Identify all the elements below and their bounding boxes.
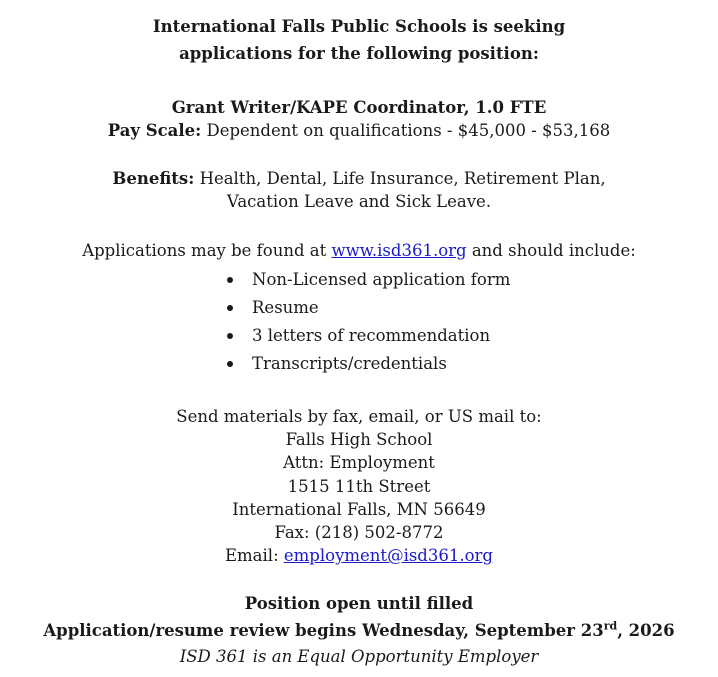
email-label: Email: — [224, 546, 279, 565]
requirements-list — [224, 268, 510, 380]
review-date-year: , 2026 — [617, 621, 675, 640]
list-item-label: Non-Licensed application form — [252, 270, 511, 289]
benefits-label: Benefits: — [112, 169, 195, 188]
contact-city: International Falls, MN 56649 — [232, 500, 486, 519]
eoe-statement: ISD 361 is an Equal Opportunity Employer — [179, 647, 539, 666]
position-title: Grant Writer/KAPE Coordinator, 1.0 FTE — [171, 98, 547, 117]
list-item-label: 3 letters of recommendation — [252, 326, 491, 345]
pay-scale-label: Pay Scale: — [107, 121, 202, 140]
bullet-icon — [227, 333, 233, 339]
contact-fax: Fax: (218) 502-8772 — [274, 523, 444, 542]
review-date-suffix-sup: rd — [603, 619, 618, 633]
applications-suffix: and should include: — [471, 241, 636, 260]
contact-attn: Attn: Employment — [283, 453, 435, 472]
header-line-1: International Falls Public Schools is seeking — [152, 17, 566, 36]
list-item — [224, 296, 510, 324]
header-line-2: applications for the following position: — [179, 44, 539, 63]
benefits-line-1 — [0, 169, 718, 188]
list-item-label: Transcripts/credentials — [252, 354, 447, 373]
benefits-line-2: Vacation Leave and Sick Leave. — [226, 192, 492, 211]
bullet-icon — [227, 277, 233, 283]
pay-scale-value: Dependent on qualifications - $45,000 - $53,168 — [206, 121, 611, 140]
applications-line — [0, 241, 718, 260]
list-item — [224, 268, 510, 296]
review-date — [0, 621, 718, 640]
contact-school: Falls High School — [285, 430, 433, 449]
position-open: Position open until filled — [244, 594, 474, 613]
contact-intro: Send materials by fax, email, or US mail to: — [176, 407, 542, 426]
pay-scale — [0, 121, 718, 140]
benefits-text-1: Health, Dental, Life Insurance, Retirement Plan, — [199, 169, 606, 188]
email-link[interactable]: employment@isd361.org — [283, 546, 493, 565]
list-item — [224, 352, 510, 380]
website-link[interactable]: www.isd361.org — [331, 241, 467, 260]
review-date-text: Application/resume review begins Wednesday, September 23 — [43, 621, 604, 640]
applications-prefix: Applications may be found at — [82, 241, 327, 260]
bullet-icon — [227, 305, 233, 311]
list-item — [224, 324, 510, 352]
bullet-icon — [227, 361, 233, 367]
contact-email — [0, 546, 718, 565]
contact-street: 1515 11th Street — [287, 477, 431, 496]
list-item-label: Resume — [252, 298, 319, 317]
